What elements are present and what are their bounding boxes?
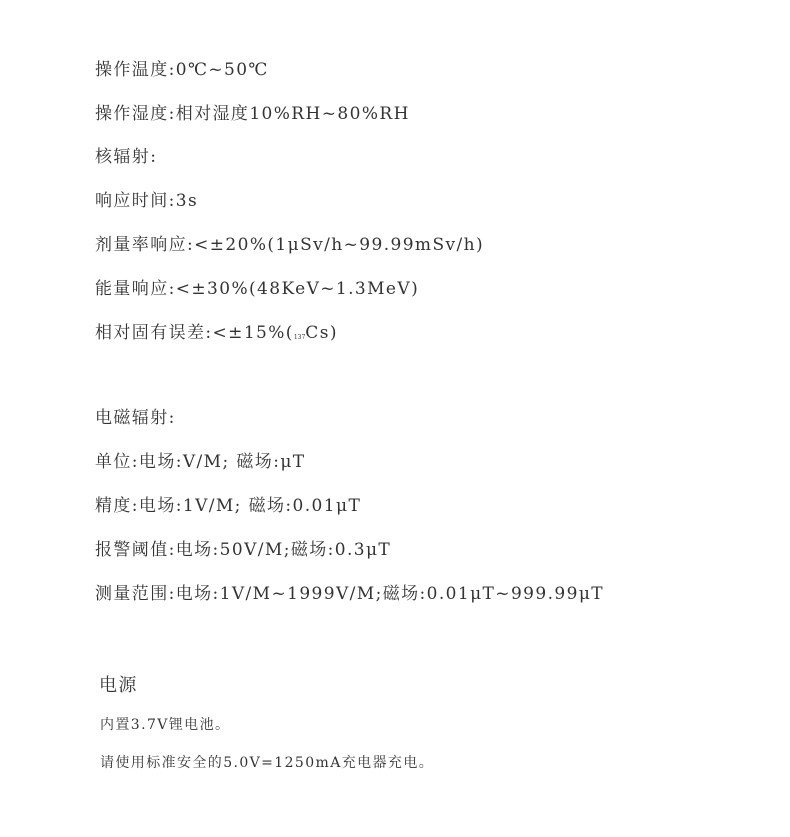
isotope-symbol: Cs) (305, 323, 338, 343)
power-title: 电源 (99, 675, 138, 696)
relative-error-prefix: 相对固有误差:<±15%( (95, 323, 294, 343)
emf-measurement-range: 测量范围:电场:1V/M~1999V/M;磁场:0.01μT~999.99μT (95, 584, 605, 604)
relative-intrinsic-error (95, 325, 338, 342)
operating-temperature: 操作温度:0℃~50℃ (95, 60, 269, 80)
emf-unit: 单位:电场:V/M; 磁场:μT (95, 452, 306, 472)
electromagnetic-radiation-title: 电磁辐射: (95, 408, 176, 428)
dose-rate-response: 剂量率响应:<±20%(1μSv/h~99.99mSv/h) (95, 235, 485, 255)
emf-alarm-threshold: 报警阈值:电场:50V/M;磁场:0.3μT (95, 540, 392, 560)
battery-info: 内置3.7V锂电池。 (100, 717, 231, 733)
operating-humidity: 操作湿度:相对湿度10%RH~80%RH (95, 104, 410, 124)
isotope-mass-number: 137 (293, 334, 306, 341)
energy-response: 能量响应:<±30%(48KeV~1.3MeV) (95, 279, 420, 299)
charging-info: 请使用标准安全的5.0V=1250mA充电器充电。 (100, 755, 435, 771)
nuclear-radiation-title: 核辐射: (95, 147, 158, 167)
response-time: 响应时间:3s (95, 191, 199, 211)
emf-precision: 精度:电场:1V/M; 磁场:0.01μT (95, 496, 362, 516)
